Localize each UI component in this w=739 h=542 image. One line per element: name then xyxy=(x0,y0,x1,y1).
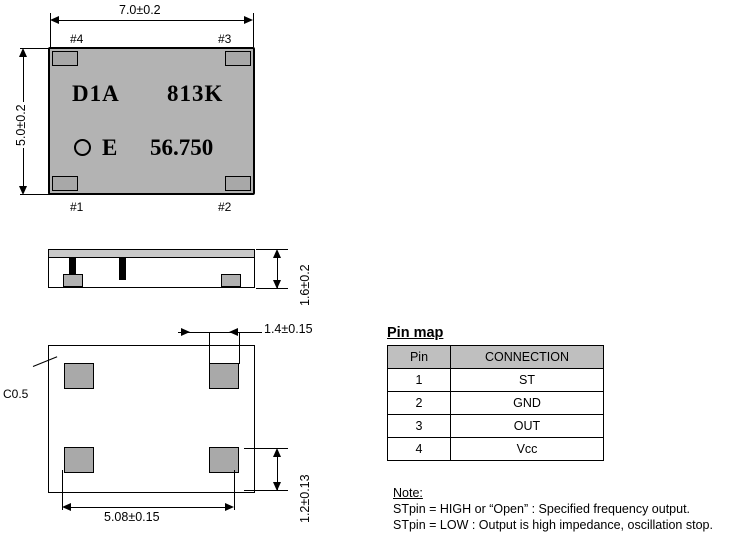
pin-label-1: #1 xyxy=(70,200,84,214)
pad-width-leader xyxy=(239,332,263,333)
table-row xyxy=(388,438,604,461)
top-width-ext-left xyxy=(50,13,51,47)
marking-line2-right: 56.750 xyxy=(150,135,214,160)
side-lid xyxy=(48,249,255,258)
pad-v-ext-bottom xyxy=(244,490,288,491)
top-height-dim-text: 5.0±0.2 xyxy=(14,104,28,146)
note-title: Note: xyxy=(393,486,423,500)
table-row xyxy=(388,392,604,415)
note-line-1: STpin = HIGH or “Open” : Specified frequency output. xyxy=(393,502,691,516)
note-line-2: STpin = LOW : Output is high impedance, oscillation stop. xyxy=(393,518,713,532)
pad-4 xyxy=(52,51,78,66)
pin-number: 2 xyxy=(388,392,451,415)
table-row xyxy=(388,369,604,392)
bottom-pad-2 xyxy=(209,363,239,389)
package-body-top xyxy=(48,47,255,195)
pin-label-2: #2 xyxy=(218,200,232,214)
pin-number: 4 xyxy=(388,438,451,461)
pin-connection: GND xyxy=(451,392,604,415)
top-width-arrow-right xyxy=(244,16,253,24)
pin-label-4: #4 xyxy=(70,32,84,46)
pad-width-arrow-right xyxy=(229,328,238,336)
pin-label-3: #3 xyxy=(218,32,232,46)
top-width-dim-line xyxy=(52,20,251,21)
pin-map-title xyxy=(387,325,604,341)
pad-2 xyxy=(225,176,251,191)
pin-map-title-text: Pin map xyxy=(387,325,444,341)
pad-pitch-ext-right xyxy=(234,470,235,510)
top-width-ext-right xyxy=(253,13,254,47)
side-thickness-ext-top xyxy=(256,249,288,250)
pin-connection: Vcc xyxy=(451,438,604,461)
pad-v-dim-text: 1.2±0.13 xyxy=(298,474,312,523)
pad-pitch-arrow-left xyxy=(62,503,71,511)
chamfer-label: C0.5 xyxy=(3,387,29,401)
side-leg-left xyxy=(63,274,83,287)
side-leg-right xyxy=(221,274,241,287)
side-body xyxy=(48,258,255,288)
pin-connection: OUT xyxy=(451,415,604,438)
pin-connection: ST xyxy=(451,369,604,392)
header-pin: Pin xyxy=(388,346,451,369)
pad-pitch-dim-text: 5.08±0.15 xyxy=(104,510,160,524)
pad-v-ext-top xyxy=(244,448,288,449)
top-height-arrow-up xyxy=(19,48,27,57)
bottom-pad-3 xyxy=(64,447,94,473)
note-block xyxy=(393,485,713,533)
top-height-ext-top xyxy=(20,48,50,49)
table-row xyxy=(388,415,604,438)
pin1-marker-dot xyxy=(74,139,91,156)
pad-pitch-dim-line xyxy=(64,507,232,508)
pad-pitch-ext-left xyxy=(62,470,63,510)
top-width-dim-text: 7.0±0.2 xyxy=(119,3,161,17)
side-thickness-ext-bottom xyxy=(256,288,288,289)
table-header-row xyxy=(388,346,604,369)
marking-line2-left: E xyxy=(102,135,118,160)
pad-width-ext-right xyxy=(239,332,240,364)
pad-width-arrow-left xyxy=(181,328,190,336)
marking-line1-right: 813K xyxy=(167,81,224,106)
pin-map-table xyxy=(387,345,604,461)
pad-v-arrow-up xyxy=(273,448,281,457)
pad-pitch-arrow-right xyxy=(225,503,234,511)
side-thickness-arrow-up xyxy=(273,249,281,258)
top-width-arrow-left xyxy=(50,16,59,24)
side-thickness-dim-text: 1.6±0.2 xyxy=(298,264,312,306)
header-connection: CONNECTION xyxy=(451,346,604,369)
chamfer-cut xyxy=(49,346,66,363)
pad-width-dim-text: 1.4±0.15 xyxy=(264,322,313,336)
pad-width-ext-left xyxy=(209,332,210,364)
pin-number: 3 xyxy=(388,415,451,438)
top-height-ext-bottom xyxy=(20,194,50,195)
marking-line1-left: D1A xyxy=(72,81,120,106)
bottom-pad-1 xyxy=(64,363,94,389)
side-slot-right xyxy=(119,258,126,280)
pin-number: 1 xyxy=(388,369,451,392)
pad-3 xyxy=(225,51,251,66)
pad-1 xyxy=(52,176,78,191)
pin-map xyxy=(387,325,604,461)
